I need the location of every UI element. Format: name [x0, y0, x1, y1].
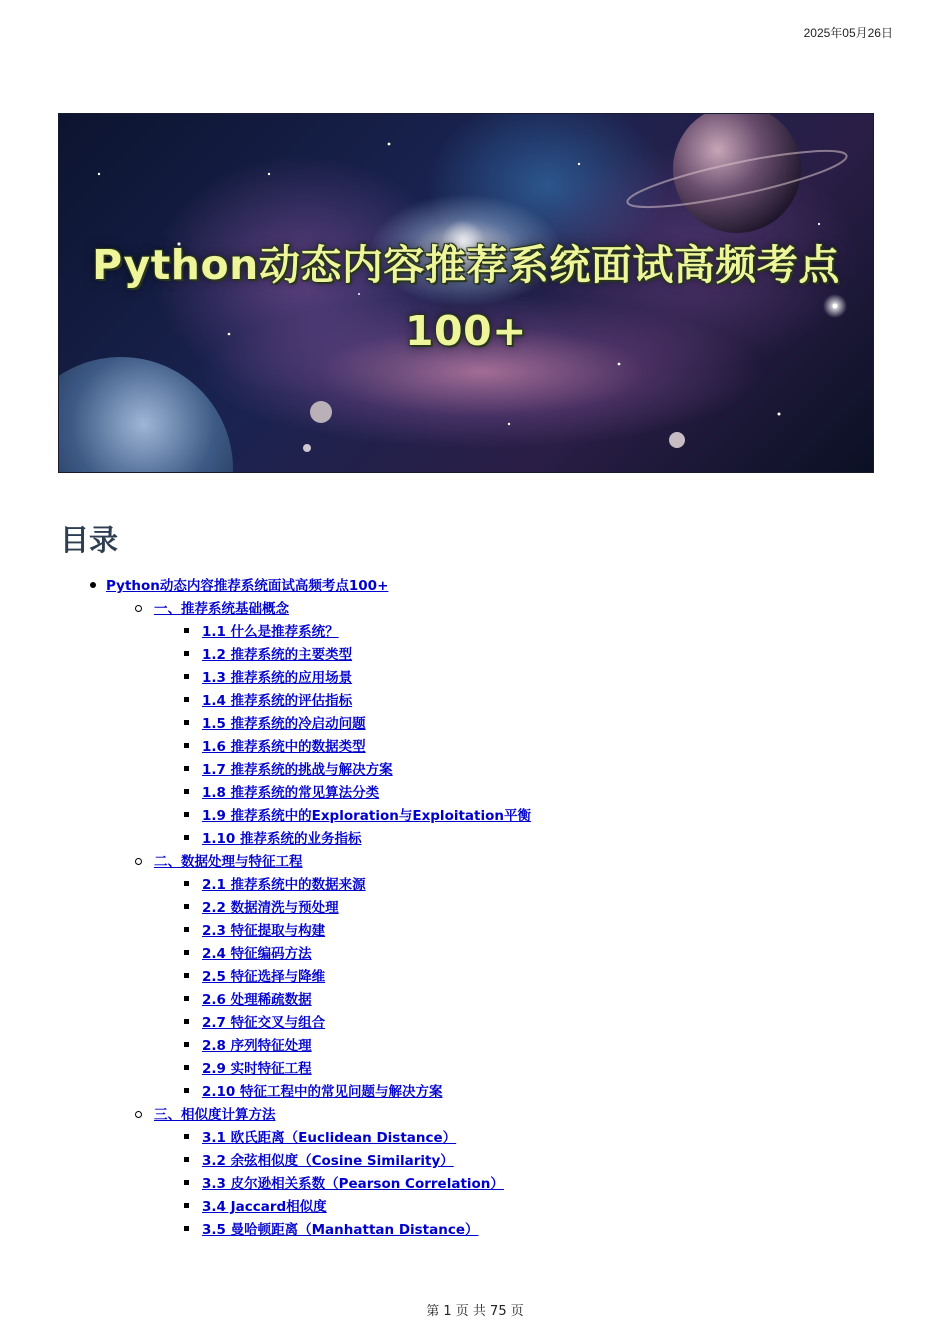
square-bullet-icon: [184, 1042, 189, 1047]
toc-link[interactable]: 2.1 推荐系统中的数据来源: [202, 877, 366, 893]
toc-link[interactable]: 3.3 皮尔逊相关系数（Pearson Correlation）: [202, 1176, 504, 1192]
header-date: 2025年05月26日: [803, 26, 893, 40]
toc-entry: [202, 804, 531, 826]
square-bullet-icon: [184, 973, 189, 978]
toc-link[interactable]: 一、推荐系统基础概念: [154, 601, 289, 617]
cover-banner: [58, 113, 874, 473]
toc-entry: [202, 988, 312, 1010]
toc-link[interactable]: 2.7 特征交叉与组合: [202, 1015, 326, 1031]
square-bullet-icon: [184, 1065, 189, 1070]
toc-link[interactable]: 1.8 推荐系统的常见算法分类: [202, 785, 380, 801]
moon: [669, 432, 685, 448]
toc-link[interactable]: 1.9 推荐系统中的Exploration与Exploitation平衡: [202, 808, 531, 824]
toc-link[interactable]: 二、数据处理与特征工程: [154, 854, 303, 870]
square-bullet-icon: [184, 789, 189, 794]
toc-link[interactable]: 3.2 余弦相似度（Cosine Similarity）: [202, 1153, 454, 1169]
toc-link[interactable]: 1.1 什么是推荐系统？: [202, 624, 339, 640]
toc-entry: [202, 896, 339, 918]
toc-entry: [202, 919, 325, 941]
square-bullet-icon: [184, 720, 189, 725]
square-bullet-icon: [184, 651, 189, 656]
square-bullet-icon: [184, 812, 189, 817]
toc-entry: [202, 1034, 312, 1056]
toc-entry: [202, 827, 362, 849]
square-bullet-icon: [184, 1157, 189, 1162]
toc-link[interactable]: 2.5 特征选择与降维: [202, 969, 326, 985]
square-bullet-icon: [184, 1180, 189, 1185]
toc-link[interactable]: 三、相似度计算方法: [154, 1107, 276, 1123]
planet-bottom-left: [59, 357, 233, 472]
toc-entry: [202, 1057, 312, 1079]
toc-entry: [202, 643, 352, 665]
toc-entry: [202, 942, 312, 964]
square-bullet-icon: [184, 996, 189, 1001]
toc-link[interactable]: 2.9 实时特征工程: [202, 1061, 312, 1077]
square-bullet-icon: [184, 1203, 189, 1208]
toc-link[interactable]: 2.4 特征编码方法: [202, 946, 312, 962]
toc-entry: [202, 689, 352, 711]
toc-link[interactable]: 3.5 曼哈顿距离（Manhattan Distance）: [202, 1222, 479, 1238]
square-bullet-icon: [184, 904, 189, 909]
toc-entry: [202, 873, 366, 895]
toc-section: [154, 1103, 276, 1125]
toc-link[interactable]: 2.6 处理稀疏数据: [202, 992, 312, 1008]
toc-link[interactable]: 1.10 推荐系统的业务指标: [202, 831, 362, 847]
toc-link[interactable]: 2.10 特征工程中的常见问题与解决方案: [202, 1084, 443, 1100]
square-bullet-icon: [184, 950, 189, 955]
moon: [303, 444, 311, 452]
square-bullet-icon: [184, 766, 189, 771]
toc-link[interactable]: 1.5 推荐系统的冷启动问题: [202, 716, 366, 732]
toc-link[interactable]: 1.7 推荐系统的挑战与解决方案: [202, 762, 393, 778]
toc-link[interactable]: 1.3 推荐系统的应用场景: [202, 670, 353, 686]
toc-link[interactable]: 2.8 序列特征处理: [202, 1038, 312, 1054]
toc-section: [154, 597, 289, 619]
toc-link[interactable]: 1.2 推荐系统的主要类型: [202, 647, 353, 663]
toc-entry: [202, 758, 393, 780]
toc-link[interactable]: 1.6 推荐系统中的数据类型: [202, 739, 366, 755]
toc-entry: [202, 735, 366, 757]
toc-entry: [202, 1011, 325, 1033]
square-bullet-icon: [184, 697, 189, 702]
toc-link[interactable]: 2.3 特征提取与构建: [202, 923, 326, 939]
toc-entry: [202, 1080, 443, 1102]
toc-entry: [202, 1195, 327, 1217]
toc-entry: [202, 1149, 454, 1171]
toc-entry: [202, 1172, 504, 1194]
toc-link[interactable]: 3.1 欧氏距离（Euclidean Distance）: [202, 1130, 457, 1146]
toc-entry: [202, 1218, 479, 1240]
moon: [310, 401, 332, 423]
square-bullet-icon: [184, 628, 189, 633]
toc-section: [154, 850, 303, 872]
toc-entry: [202, 1126, 456, 1148]
square-bullet-icon: [184, 927, 189, 932]
toc-heading: 目录: [60, 523, 119, 557]
square-bullet-icon: [184, 1088, 189, 1093]
toc-entry: [202, 712, 366, 734]
toc-link[interactable]: Python动态内容推荐系统面试高频考点100+: [106, 578, 389, 594]
toc-entry: [202, 620, 339, 642]
toc-entry: [202, 965, 325, 987]
toc-item-top: [106, 574, 388, 596]
toc-entry: [202, 666, 352, 688]
square-bullet-icon: [184, 743, 189, 748]
square-bullet-icon: [184, 674, 189, 679]
toc-link[interactable]: 1.4 推荐系统的评估指标: [202, 693, 353, 709]
square-bullet-icon: [184, 835, 189, 840]
square-bullet-icon: [184, 1134, 189, 1139]
page-footer: 第 1 页 共 75 页: [426, 1304, 524, 1319]
toc-entry: [202, 781, 379, 803]
cover-title: Python动态内容推荐系统面试高频考点 100+: [92, 241, 840, 355]
disc-bullet-icon: [90, 582, 96, 588]
square-bullet-icon: [184, 881, 189, 886]
circle-bullet-icon: [135, 1111, 142, 1118]
circle-bullet-icon: [135, 605, 142, 612]
square-bullet-icon: [184, 1226, 189, 1231]
square-bullet-icon: [184, 1019, 189, 1024]
toc-link[interactable]: 3.4 Jaccard相似度: [202, 1199, 327, 1215]
circle-bullet-icon: [135, 858, 142, 865]
toc-link[interactable]: 2.2 数据清洗与预处理: [202, 900, 339, 916]
